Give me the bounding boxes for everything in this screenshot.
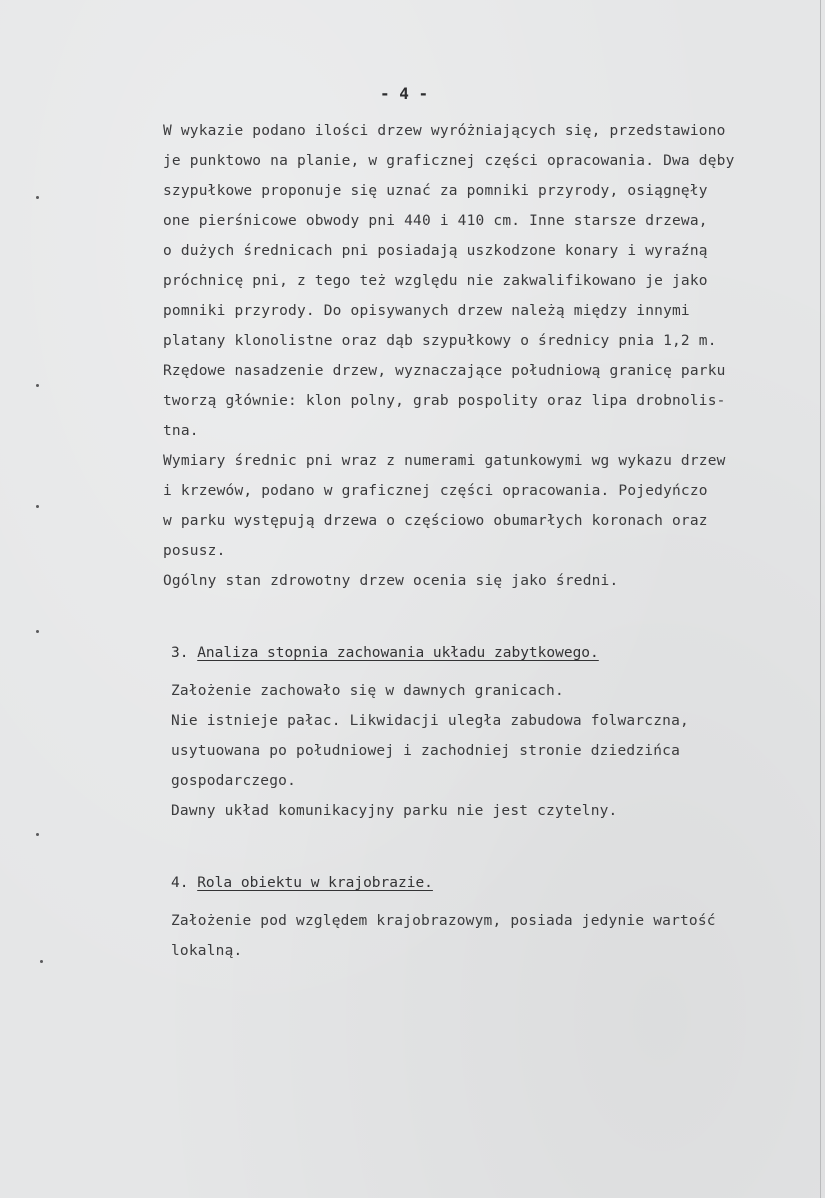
text-line: tworzą głównie: klon polny, grab pospolity oraz lipa drobnolis- <box>163 393 726 409</box>
section-4-title: Rola obiektu w krajobrazie. <box>197 875 433 891</box>
margin-dot <box>36 505 39 508</box>
margin-dot <box>36 196 39 199</box>
section-3-heading <box>171 645 599 661</box>
text-line: Wymiary średnic pni wraz z numerami gatunkowymi wg wykazu drzew <box>163 453 726 469</box>
text-line: i krzewów, podano w graficznej części opracowania. Pojedyńczo <box>163 483 708 499</box>
section-3-number: 3. <box>171 645 189 661</box>
text-line: Założenie pod względem krajobrazowym, posiada jedynie wartość <box>171 913 716 929</box>
margin-dot <box>36 384 39 387</box>
text-line: one pierśnicowe obwody pni 440 i 410 cm. Inne starsze drzewa, <box>163 213 708 229</box>
text-line: Ogólny stan zdrowotny drzew ocenia się jako średni. <box>163 573 619 589</box>
text-line: gospodarczego. <box>171 773 297 789</box>
text-line: w parku występują drzewa o częściowo obumarłych koronach oraz <box>163 513 708 529</box>
text-line: W wykazie podano ilości drzew wyróżniających się, przedstawiono <box>163 123 726 139</box>
text-line: Nie istnieje pałac. Likwidacji uległa zabudowa folwarczna, <box>171 713 689 729</box>
text-line: Rzędowe nasadzenie drzew, wyznaczające południową granicę parku <box>163 363 726 379</box>
margin-dot <box>36 833 39 836</box>
section-3-title: Analiza stopnia zachowania układu zabytkowego. <box>197 645 599 661</box>
text-line: szypułkowe proponuje się uznać za pomniki przyrody, osiągnęły <box>163 183 708 199</box>
margin-dot <box>40 960 43 963</box>
text-line: próchnicę pni, z tego też względu nie zakwalifikowano je jako <box>163 273 708 289</box>
text-line: pomniki przyrody. Do opisywanych drzew należą między innymi <box>163 303 690 319</box>
page-number: - 4 - <box>380 84 429 103</box>
text-line: Dawny układ komunikacyjny parku nie jest czytelny. <box>171 803 618 819</box>
text-line: lokalną. <box>171 943 243 959</box>
text-line: platany klonolistne oraz dąb szypułkowy o średnicy pnia 1,2 m. <box>163 333 717 349</box>
section-4-heading <box>171 875 433 891</box>
text-line: posusz. <box>163 543 226 559</box>
text-line: je punktowo na planie, w graficznej części opracowania. Dwa dęby <box>163 153 735 169</box>
page-edge-shadow <box>820 0 821 1198</box>
text-line: usytuowana po południowej i zachodniej stronie dziedzińca <box>171 743 680 759</box>
text-line: Założenie zachowało się w dawnych granicach. <box>171 683 564 699</box>
section-4-number: 4. <box>171 875 189 891</box>
margin-dot <box>36 630 39 633</box>
text-line: tna. <box>163 423 199 439</box>
text-line: o dużych średnicach pni posiadają uszkodzone konary i wyraźną <box>163 243 708 259</box>
